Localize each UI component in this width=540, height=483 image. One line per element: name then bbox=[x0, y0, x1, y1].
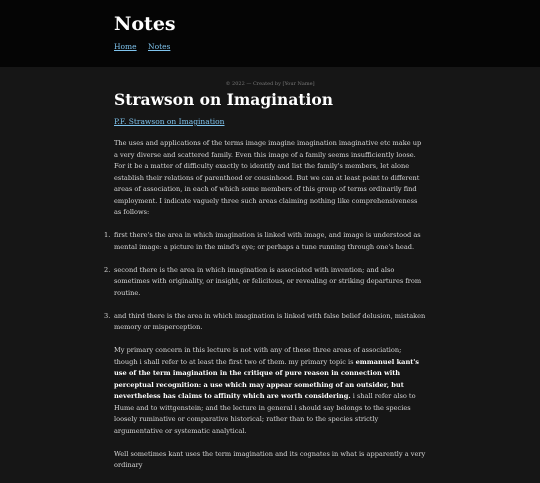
nav-link-notes[interactable]: Notes bbox=[148, 42, 171, 51]
list-item-number: 2. bbox=[104, 265, 111, 274]
site-nav bbox=[114, 42, 179, 52]
source-link[interactable]: P.F. Strawson on Imagination bbox=[114, 117, 225, 126]
list-item-text: second there is the area in which imagination is associated with invention; and also sometimes with originality, or insight, or felicitous, or revealing or striking departures from routine. bbox=[114, 265, 422, 297]
list-item-number: 1. bbox=[104, 231, 111, 239]
list-item-number: 3. bbox=[104, 311, 111, 320]
list-item-text: first there's the area in which imagination is linked with image, and image is understood as mental image: a picture in the mind's eye; or perhaps a tune running through one's head. bbox=[114, 231, 421, 251]
list-item bbox=[104, 265, 426, 300]
article-title: Strawson on Imagination bbox=[114, 90, 334, 109]
intro-paragraph: The uses and applications of the terms image imagine imagination imaginative etc make up a very diverse and scattered family. Even this image of a family seems insufficiently loose. For it be a matter of difficulty exactly to identify and list the family's members, let alone establish their relations of parenthood or cousinhood. But we can at least point to different areas of association, in each of which some members of this group of terms ordinarily find employment. I indicate vaguely three such areas claiming nothing like comprehensiveness as follows: bbox=[114, 139, 422, 216]
association-list bbox=[104, 230, 426, 334]
closing-paragraph: Well sometimes kant uses the term imagination and its cognates in what is apparently a very ordinary bbox=[114, 449, 426, 469]
nav-link-home[interactable]: Home bbox=[114, 42, 137, 51]
concern-bold-text: emmanuel kant's use of the term imagination in the critique of pure reason in connection with perceptual recognition: a use which may appear something of an outsider, but nevertheless has claims to affinity which are worth considering. bbox=[114, 357, 420, 400]
article-body bbox=[104, 138, 426, 483]
site-header bbox=[0, 0, 540, 67]
list-item bbox=[104, 311, 426, 334]
list-item-text: and third there is the area in which imagination is linked with false belief delusion, mistaken memory or misperception. bbox=[114, 311, 426, 331]
copyright-line: © 2022 — Created by [Your Name] bbox=[225, 81, 315, 87]
concern-text-end: i shall refer also to Hume and to wittgenstein; and the lecture in general i should say belongs to the species loosely ruminative or comparative historical; rather than to the species strictly argumentative or systematic analytical. bbox=[114, 392, 416, 435]
site-title: Notes bbox=[114, 13, 176, 35]
concern-text-start: My primary concern in this lecture is not with any of these three areas of association; though i shall refer to at least the first two of them. my primary topic is bbox=[114, 346, 402, 366]
concern-paragraph bbox=[114, 345, 426, 437]
list-item bbox=[104, 230, 426, 253]
